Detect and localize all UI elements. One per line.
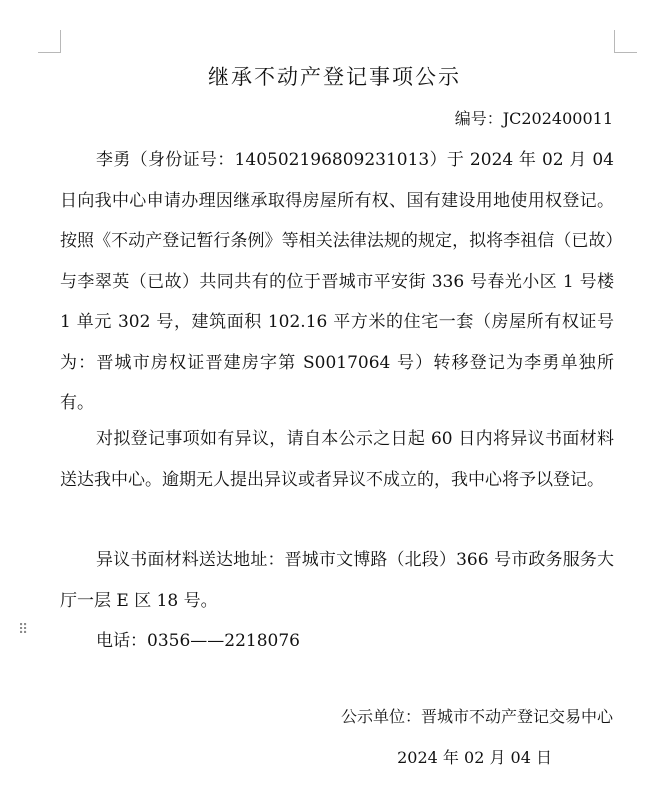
issue-date: 2024 年 02 月 04 日 — [397, 748, 552, 767]
document-number: 编号：JC202400011 — [454, 109, 613, 128]
paragraph-application: 李勇（身份证号：140502196809231013）于 2024 年 02 月 04 日向我中心申请办理因继承取得房屋所有权、国有建设用地使用权登记。按照《不动产登记暂行条例》等相关法律法规的规定，拟将李祖信（已故）与李翠英（已故）共同共有的位于晋城市平安街 336 号春光小区 1 号楼 1 单元 302 号，建筑面积 102.16 平方米的住宅一套（房屋所有权证号为：晋城市房权证晋建房字第 S0017064 号）转移登记为李勇单独所有。 — [60, 150, 614, 413]
document-title: 继承不动产登记事项公示 — [208, 65, 461, 89]
page-margin-corner-top-left — [38, 30, 61, 53]
paragraph-objection-address: 异议书面材料送达地址：晋城市文博路（北段）366 号市政务服务大厅一层 E 区 18 号。 — [60, 550, 614, 611]
paragraph-objection-notice: 对拟登记事项如有异议，请自本公示之日起 60 日内将异议书面材料送达我中心。逾期无人提出异议或者异议不成立的，我中心将予以登记。 — [60, 429, 614, 490]
paragraph-phone: 电话：0356——2218076 — [96, 631, 300, 651]
page-margin-corner-top-right — [614, 30, 637, 53]
drag-handle-icon[interactable]: ⠿ — [18, 622, 27, 638]
issuing-unit: 公示单位：晋城市不动产登记交易中心 — [340, 707, 613, 726]
